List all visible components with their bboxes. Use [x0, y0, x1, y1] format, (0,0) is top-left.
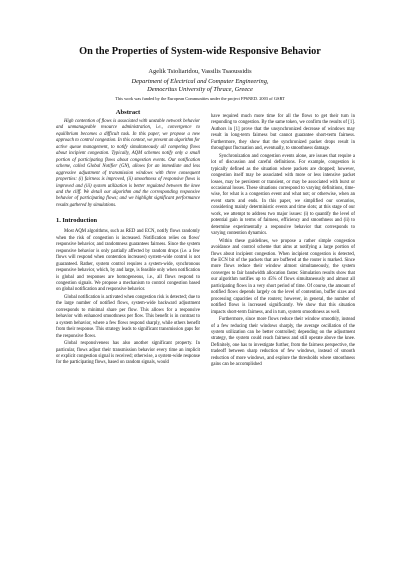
author-university: Democritus University of Thrace, Greece — [147, 86, 253, 93]
body-paragraph: have required much more time for all the flows to get their turn in responding to congestion. By the same token, we confirm the results of [1]. Authors in [1] prove that the unsynchronized decrease of windows may result in long-term fairness but cannot guarantee short-term fairness. Furthermore, they show that the synchronized packet drops result in throughput fluctuation and, eventually, to smoothness damage. — [211, 114, 355, 152]
left-column — [56, 109, 200, 368]
abstract-text: High contention of flows is associated with unstable network behavior and unmanageable resource administration, i.e., convergence to equilibrium becomes a difficult task. In this paper, we propose a new approach to control congestion. In this context, we present an algorithm for active queue management, to notify simultaneously all competing flows about incipient congestion. Typically, AQM schemes notify only a small portion of participating flows about congestion events. Our notification scheme, called Global Notifier (GN), allows for an immediate and less aggressive adjustment of transmission windows with three consequent properties: (i) fairness is improved, (ii) smoothness of responsive flows is improved and (iii) system utilization is better regulated between the knee and the cliff. We detail our algorithm and the corresponding responsive behavior of participating flows; and we highlight significant performance results gathered by simulations. — [56, 119, 200, 208]
body-paragraph: Within these guidelines, we propose a rather simple congestion avoidance and control scheme that aims at notifying a large portion of flows about incipient congestion. When incipient congestion is detected, the ECN bit of the packets that are buffered at the router is marked. Since more flows reduce their window almost simultaneously, the system converges to fair bandwidth allocation faster. Simulation results show that our algorithm notifies up to 45% of flows simultaneously and almost all participating flows in a very short period of time. Of course, the amount of notified flows depends largely on the level of contention, buffer sizes and processing capacities of the routers; however, in general, the number of notified flows is increased significantly. We show that this situation impacts short-term fairness, and in turn, system smoothness as well. — [211, 238, 355, 315]
body-paragraph: Furthermore, since more flows reduce their window smoothly, instead of a few reducing their windows sharply, the average oscillation of the system utilization can be better controlled; depending on the adjustment strategy, the system could reach fairness and still operate above the knee. Definitely, one has to investigate further, from the fairness perspective, the tradeoff between sharp reduction of few windows, instead of smooth reduction of more windows, and explore the thresholds where smoothness gains can be accomplished — [211, 317, 355, 368]
paper-title: On the Properties of System-wide Responsive Behavior — [79, 46, 321, 57]
body-paragraph: Most AQM algorithms, such as RED and ECN, notify flows randomly when the risk of congestion is increased. Notification relies on flows' responsive behavior, and randomness guarantees fairness. Since the system responsive behavior is only partially affected by random drops (i.e. a few flows will respond when contention increases) system-wide control is not guaranteed. Rather, system control requires a system-wide, synchronous responsive behavior, which, by and large, is feasible only when notification is global and responses are homogeneous, i.e., all flows respond to congestion signals. We propose a mechanism to control congestion based on global notification and responsive behavior. — [56, 229, 200, 293]
funding-note: This work was funded by the European Communities under the project FP6NED. 2003 of GSRT — [115, 96, 285, 101]
paper-authors: Agelik Tsioliaridou, Vassilis Tsaoussidis — [148, 68, 252, 75]
body-paragraph: Global responsiveness has also another significant property. In particular, flows adjust their transmission behavior every time an implicit or explicit congestion signal is received; otherwise, a system-wide response for the participating flows, based on random signals, would — [56, 341, 200, 366]
right-column — [211, 114, 355, 370]
body-paragraph: Global notification is activated when congestion risk is detected; due to the large number of notified flows, system-wide backward adjustment corresponds to minimal share per flow. This allows for a responsive behavior with enhanced smoothness per flow. This benefit is in contrast to a system behavior, where a few flows respond sharply, while others benefit from their response. This strategy leads to significant transmission gaps for the responsive flows. — [56, 294, 200, 339]
body-paragraph: Synchronization and congestion events alone, are issues that require a lot of discussion and careful definitions. For example, congestion is typically defined as the situation where packets are dropped; however, congestion itself may be associated with more or less intensive packet losses, may be persistent or transient, or may be associated with burst or occasional losses. These situations correspond to varying definitions, time-wise, for what is a congestion event and what not; or otherwise, when an event starts and ends. In this paper, we simplified our scenarios, considering mainly deterministic events and time slots; at this stage of our work, we attempt to address two major issues: (i) to quantify the level of potential gain in terms of fairness, efficiency and smoothness and (ii) to determine experimentally a responsive behavior that corresponds to varying contention dynamics. — [211, 153, 355, 237]
abstract-heading: Abstract — [115, 109, 141, 116]
author-department: Department of Electrical and Computer Engineering, — [131, 78, 269, 85]
introduction-heading: 1. Introduction — [56, 217, 98, 225]
